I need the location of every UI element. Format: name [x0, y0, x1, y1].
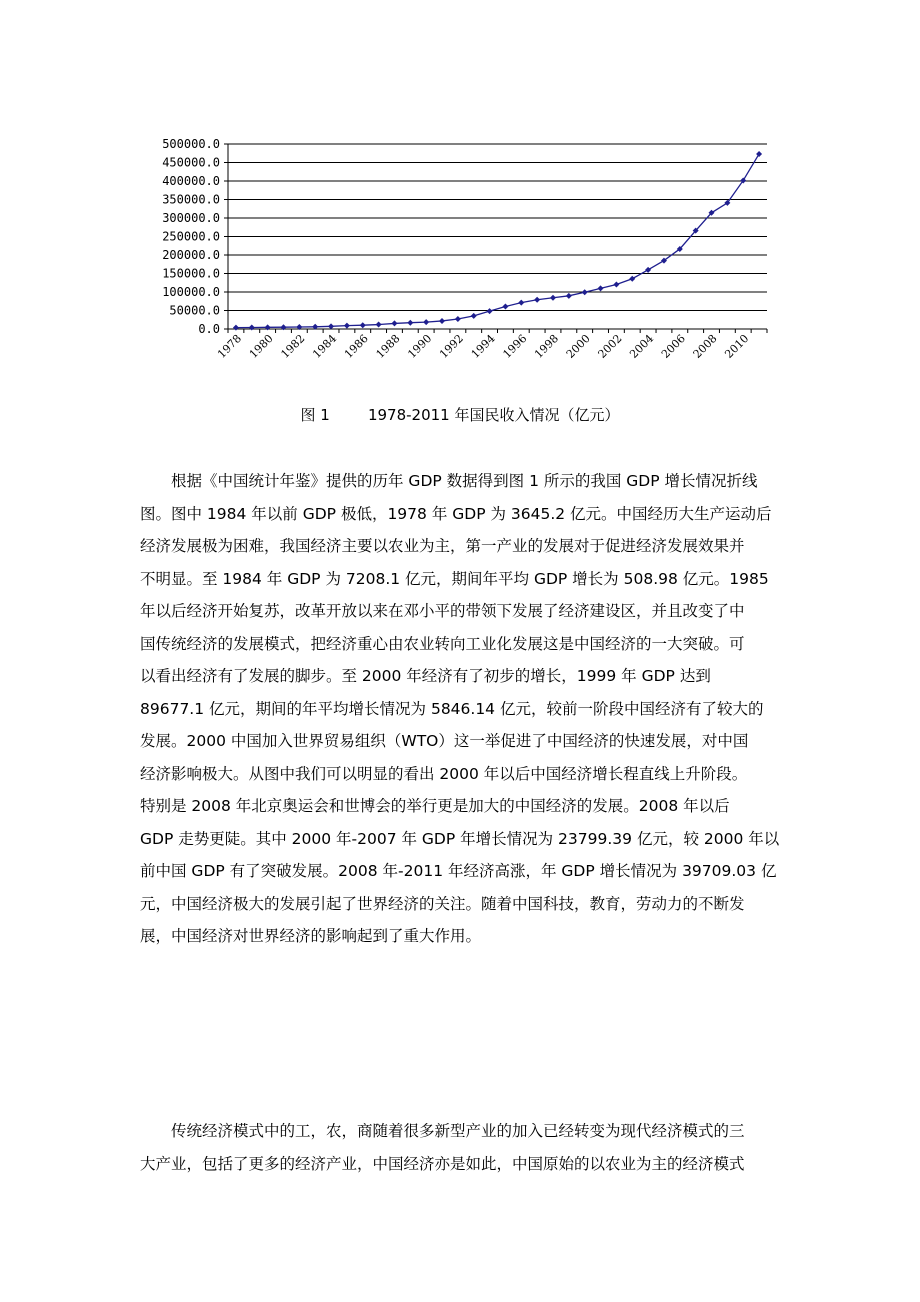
data-point-2011 [756, 151, 762, 157]
x-tick-label: 1988 [373, 331, 403, 361]
data-point-1985 [344, 323, 350, 329]
text-line: 发展。2000 中国加入世界贸易组织（WTO）这一举促进了中国经济的快速发展，对中国 [140, 732, 749, 750]
data-point-1986 [360, 322, 366, 328]
y-tick-label: 100000.0 [162, 285, 220, 299]
text-line: 根据《中国统计年鉴》提供的历年 GDP 数据得到图 1 所示的我国 GDP 增长情况折线 [171, 472, 758, 490]
x-tick-label: 1992 [436, 331, 466, 361]
data-point-1979 [249, 324, 255, 330]
x-tick-label: 2002 [595, 331, 625, 361]
data-point-2001 [598, 285, 604, 291]
x-tick-label: 1986 [341, 331, 371, 361]
y-tick-label: 350000.0 [162, 192, 220, 207]
data-point-1996 [518, 300, 524, 306]
x-tick-label: 2008 [690, 331, 720, 361]
data-point-2004 [645, 267, 651, 273]
data-point-1993 [471, 313, 477, 319]
data-point-1995 [502, 304, 508, 310]
body-paragraph-2 [140, 1115, 780, 1180]
text-line: GDP 走势更陡。其中 2000 年-2007 年 GDP 年增长情况为 23799.39 亿元，较 2000 年以 [140, 829, 780, 848]
text-line: 89677.1 亿元，期间的年平均增长情况为 5846.14 亿元，较前一阶段中国经济有了较大的 [140, 699, 764, 718]
chart-axes [224, 144, 767, 333]
x-tick-label: 1984 [310, 331, 340, 361]
text-line: 图。图中 1984 年以前 GDP 极低，1978 年 GDP 为 3645.2 亿元。中国经历大生产运动后 [140, 504, 772, 523]
text-line: 不明显。至 1984 年 GDP 为 7208.1 亿元，期间年平均 GDP 增长为 508.98 亿元。1985 [140, 569, 769, 588]
data-point-1994 [487, 308, 493, 314]
data-point-1999 [566, 293, 572, 299]
text-line: 特别是 2008 年北京奥运会和世博会的举行更是加大的中国经济的发展。2008 年以后 [140, 797, 730, 815]
data-point-2003 [629, 276, 635, 282]
y-axis-tick-labels [162, 137, 220, 336]
text-line: 以看出经济有了发展的脚步。至 2000 年经济有了初步的增长，1999 年 GDP 达到 [140, 667, 711, 685]
chart-gridlines [228, 144, 767, 311]
gdp-series-line [236, 154, 759, 328]
data-point-1998 [550, 295, 556, 301]
x-tick-label: 1978 [215, 331, 245, 361]
y-tick-label: 200000.0 [162, 248, 220, 262]
x-tick-label: 1982 [278, 331, 308, 361]
text-line: 经济影响极大。从图中我们可以明显的看出 2000 年以后中国经济增长程直线上升阶段。 [140, 764, 748, 783]
y-tick-label: 400000.0 [162, 174, 220, 188]
x-axis-tick-labels [215, 332, 751, 361]
x-tick-label: 2000 [563, 331, 593, 361]
gdp-series [233, 151, 762, 331]
text-line: 元，中国经济极大的发展引起了世界经济的关注。随着中国科技，教育，劳动力的不断发 [140, 894, 745, 913]
data-point-2002 [613, 281, 619, 287]
body-paragraph-1 [140, 465, 780, 953]
data-point-1991 [439, 318, 445, 324]
text-line: 大产业，包括了更多的经济产业，中国经济亦是如此，中国原始的以农业为主的经济模式 [140, 1154, 745, 1173]
x-tick-label: 2004 [627, 331, 657, 361]
text-line: 传统经济模式中的工，农，商随着很多新型产业的加入已经转变为现代经济模式的三 [171, 1122, 745, 1140]
x-tick-label: 1980 [246, 331, 276, 361]
y-tick-label: 150000.0 [162, 266, 220, 281]
y-tick-label: 50000.0 [169, 303, 220, 318]
data-point-1987 [376, 322, 382, 328]
data-point-1990 [423, 319, 429, 325]
data-point-1997 [534, 297, 540, 303]
x-tick-label: 2010 [722, 331, 752, 361]
text-line: 国传统经济的发展模式，把经济重心由农业转向工业化发展这是中国经济的一大突破。可 [140, 634, 745, 653]
y-tick-label: 450000.0 [162, 155, 220, 170]
y-tick-label: 300000.0 [162, 211, 220, 225]
x-tick-label: 1990 [405, 331, 435, 361]
data-point-1978 [233, 325, 239, 331]
text-line: 前中国 GDP 有了突破发展。2008 年-2011 年经济高涨，年 GDP 增长情况为 39709.03 亿 [140, 862, 777, 880]
x-tick-label: 1994 [468, 331, 498, 361]
y-tick-label: 500000.0 [162, 137, 220, 151]
y-tick-label: 250000.0 [162, 229, 220, 244]
x-tick-label: 2006 [658, 331, 688, 361]
text-line: 年以后经济开始复苏，改革开放以来在邓小平的带领下发展了经济建设区，并且改变了中 [140, 602, 745, 620]
text-line: 展，中国经济对世界经济的影响起到了重大作用。 [140, 927, 482, 945]
data-point-1989 [407, 320, 413, 326]
figure-caption: 图 1 1978-2011 年国民收入情况（亿元） [300, 406, 620, 424]
gdp-line-chart [140, 135, 780, 380]
y-tick-label: 0.0 [198, 322, 220, 336]
text-line: 经济发展极为困难，我国经济主要以农业为主，第一产业的发展对于促进经济发展效果并 [140, 537, 745, 555]
data-point-1984 [328, 323, 334, 329]
x-tick-label: 1996 [500, 331, 530, 361]
data-point-1992 [455, 316, 461, 322]
data-point-1988 [391, 320, 397, 326]
x-tick-label: 1998 [532, 331, 562, 361]
data-point-2000 [582, 289, 588, 295]
